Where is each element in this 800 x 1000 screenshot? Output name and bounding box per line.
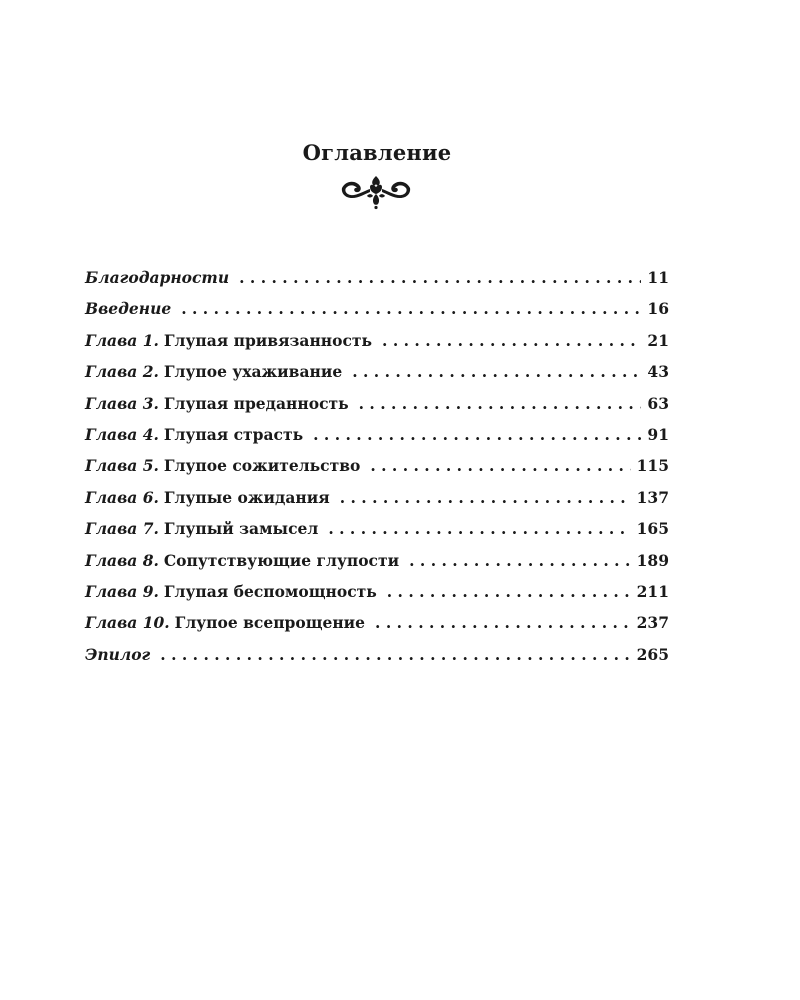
toc-entry-page-number: 43 (647, 362, 669, 382)
dot-leader (352, 362, 641, 381)
dot-leader (409, 551, 631, 570)
toc-entry[interactable] (85, 645, 669, 676)
toc-entry-prefix: Глава 2. (85, 362, 159, 382)
toc-entry-page-number: 63 (647, 393, 669, 413)
dot-leader (239, 268, 641, 287)
toc-entry-title: Глупая беспомощность (163, 581, 377, 601)
toc-entry-label (85, 551, 399, 570)
toc-entry-title: Глупая страсть (163, 424, 304, 444)
toc-entry-prefix: Эпилог (85, 644, 151, 664)
toc-entry-prefix: Глава 1. (85, 330, 159, 350)
toc-entry-label (85, 362, 342, 381)
dot-leader (313, 425, 641, 444)
toc-entry-page-number: 11 (647, 268, 669, 287)
toc-entry-page-number: 21 (647, 330, 669, 350)
toc-entry-page-number: 211 (636, 581, 669, 601)
toc-entry-label (85, 645, 150, 664)
toc-entry[interactable] (85, 613, 669, 644)
toc-entry[interactable] (85, 268, 669, 299)
toc-entry-title: Глупое сожительство (163, 456, 361, 476)
toc-entry-prefix: Глава 4. (85, 424, 159, 444)
toc-entry-label (85, 582, 377, 601)
toc-entry-page-number: 16 (647, 299, 669, 319)
toc-entry-label (85, 394, 349, 413)
toc-entry-title: Глупое всепрощение (174, 613, 366, 633)
fleuron-ornament-icon (340, 170, 412, 210)
dot-leader (387, 582, 631, 601)
toc-entry[interactable] (85, 582, 669, 613)
toc-entry-label (85, 299, 171, 318)
toc-entry-label (85, 331, 372, 350)
toc-entry-prefix: Благодарности (85, 268, 230, 287)
toc-entry-title: Глупая привязанность (163, 330, 373, 350)
toc-entry-page-number: 115 (636, 456, 669, 476)
toc-entry[interactable] (85, 456, 669, 487)
toc-entry[interactable] (85, 362, 669, 393)
dot-leader (181, 299, 641, 318)
toc-entry-page-number: 165 (636, 519, 669, 539)
table-of-contents (85, 268, 669, 676)
toc-entry[interactable] (85, 299, 669, 330)
toc-entry-title: Глупые ожидания (163, 487, 330, 507)
toc-entry-prefix: Глава 8. (85, 550, 159, 570)
toc-entry-prefix: Глава 3. (85, 393, 159, 413)
toc-entry-page-number: 189 (636, 550, 669, 570)
toc-entry-title: Сопутствующие глупости (163, 550, 400, 570)
dot-leader (359, 394, 642, 413)
toc-entry-title: Глупая преданность (163, 393, 349, 413)
toc-entry-page-number: 237 (636, 613, 669, 633)
toc-entry[interactable] (85, 394, 669, 425)
toc-entry-label (85, 456, 360, 475)
toc-entry[interactable] (85, 425, 669, 456)
dot-leader (370, 456, 630, 475)
toc-entry[interactable] (85, 519, 669, 550)
dot-leader (328, 519, 630, 538)
toc-entry[interactable] (85, 331, 669, 362)
dot-leader (160, 645, 630, 664)
toc-entry-label (85, 425, 303, 444)
toc-entry-label (85, 268, 229, 287)
dot-leader (340, 488, 631, 507)
toc-entry-label (85, 519, 318, 538)
toc-entry[interactable] (85, 488, 669, 519)
toc-entry-prefix: Глава 7. (85, 519, 159, 539)
toc-entry-label (85, 613, 365, 632)
toc-entry-prefix: Введение (85, 299, 172, 319)
toc-entry-label (85, 488, 330, 507)
toc-entry[interactable] (85, 551, 669, 582)
dot-leader (382, 331, 641, 350)
toc-entry-title: Глупое ухаживание (163, 362, 343, 382)
dot-leader (375, 613, 631, 632)
toc-entry-prefix: Глава 5. (85, 456, 159, 476)
toc-entry-prefix: Глава 9. (85, 581, 159, 601)
toc-entry-page-number: 137 (636, 487, 669, 507)
page-title: Оглавление (302, 140, 452, 166)
toc-entry-title: Глупый замысел (163, 519, 319, 539)
toc-entry-prefix: Глава 10. (85, 613, 170, 633)
toc-entry-page-number: 265 (636, 644, 669, 664)
toc-entry-page-number: 91 (647, 424, 669, 444)
toc-entry-prefix: Глава 6. (85, 487, 159, 507)
